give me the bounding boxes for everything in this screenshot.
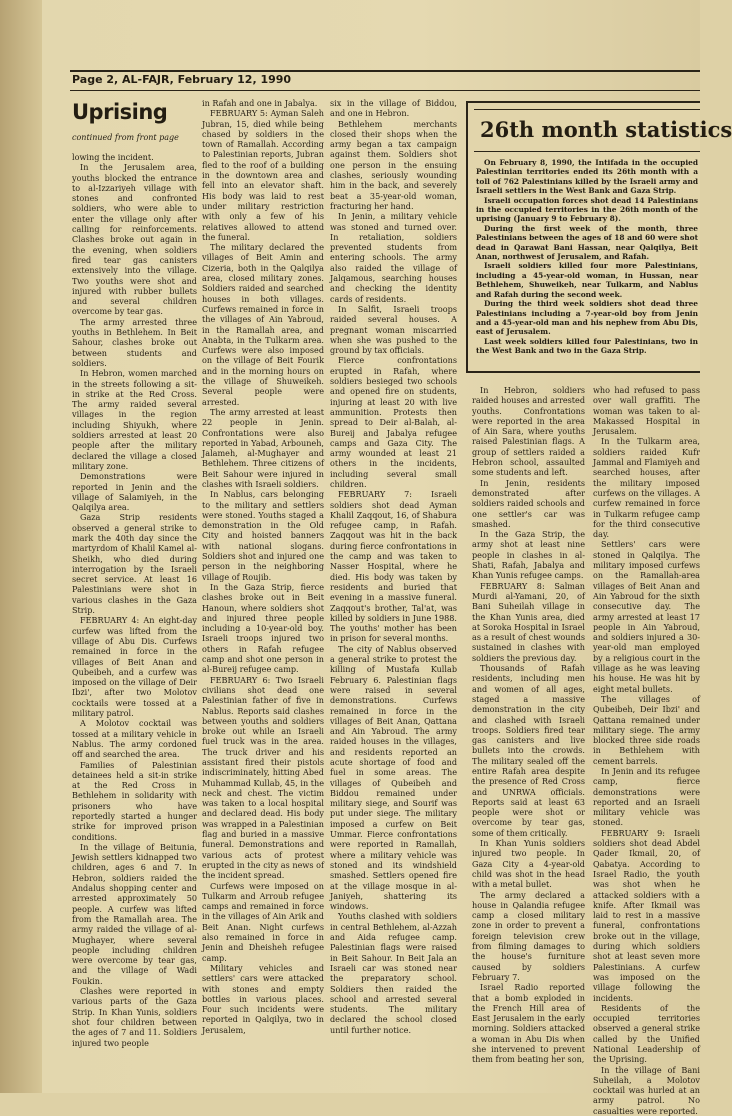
paragraph: in Rafah and one in Jabalya. bbox=[202, 98, 318, 108]
paragraph: In Jenin, a military vehicle was stoned and turned over. In retaliation, soldiers prevented students from entering schools. The army also raided the village of Jalqamous, searching houses and checking the identity cards of residents. bbox=[330, 211, 457, 304]
paragraph: The army arrested at least 22 people in Jenin. Confrontations were also reported in Yabad, Arbouneh, Jalameh, al-Mughayer and Bethlehem. Three citizens of Beit Sahour were injured in clashes with Israeli soldiers. bbox=[202, 406, 324, 489]
paragraph: Youths clashed with soldiers in central Bethlehem, al-Azzah and Aida refugee camp. Palestinian flags were raised in Beit Sahour. In Beit Jala an Israeli car was stoned near the preparatory school. Soldiers then raided the school and arrested several students. The military declared the school closed until further notice. bbox=[330, 911, 457, 1035]
statistics-body bbox=[476, 158, 698, 356]
paragraph: FEBRUARY 8: Salman Murdi al-Yamani, 20, of Bani Suheilah village in the Khan Yunis area, died at Soroka Hospital in Israel as a result of chest wounds sustained in clashes with soldiers the previous day. bbox=[472, 580, 586, 663]
paragraph: In Hebron, soldiers raided houses and arrested youths. Confrontations were reported in the area of Ain Sara, where youths raised Palestinian flags. A group of settlers raided a Hebron school, assaulted some students and left. bbox=[472, 385, 585, 478]
headline: Uprising bbox=[72, 100, 168, 124]
paragraph: The city of Nablus observed a general strike to protest the killing of Mustafa Kullab February 6. Palestinian flags were raised in several demonstrations. Curfews remained in force in the villages of Beit Anan, Qattana and Ain Yabroud. The army raided houses in the villages, and residents reported an acute shortage of food and fuel in some areas. The villages of Qubeibeh and Biddou remained under military siege, and Sourif was put under siege. The military imposed a curfew on Beit Ummar. Fierce confrontations were reported in Ramallah, where a military vehicle was stoned and its windshield smashed. Settlers opened fire at the village mosque in al-Janiyeh, shattering its windows. bbox=[330, 643, 457, 912]
paragraph: FEBRUARY 5: Ayman Saleh Jubran, 15, died while being chased by soldiers in the town of Ramallah. According to Palestinian reports, Jubran fled to the roof of a building in the downtown area and fell into an elevator shaft. His body was laid to rest under military restriction with only a few of his relatives allowed to attend the funeral. bbox=[202, 108, 324, 242]
statistics-paragraph: During the third week soldiers shot dead three Palestinians including a 7-year-old boy from Jenin and a 45-year-old man and his nephew from Abu Dis, east of Jerusalem. bbox=[476, 299, 698, 337]
paragraph: In Salfit, Israeli troops raided several houses. A pregnant woman miscarried when she was pushed to the ground by tax officials. bbox=[330, 303, 457, 356]
article-column-4 bbox=[472, 385, 585, 1082]
paragraph: who had refused to pass over wall graffiti. The woman was taken to al-Makassed Hospital in Jerusalem. bbox=[593, 385, 700, 437]
paragraph: In the Gaza Strip, the army shot at least nine people in clashes in al-Shati, Rafah, Jabalya and Khan Yunis refugee camps. bbox=[472, 529, 585, 581]
box-title-rule bbox=[474, 151, 700, 152]
statistics-paragraph: On February 8, 1990, the Intifada in the occupied Palestinian territories ended its 26th month with a toll of 762 Palestinians killed by the Israeli army and Israeli settlers in the West Bank and Gaza Strip. bbox=[476, 158, 698, 196]
paragraph: FEBRUARY 6: Two Israeli civilians shot dead one Palestinian father of five in Nablus. Reports said clashes between youths and soldiers broke out while an Israeli fuel truck was in the area. The truck driver and his assistant fired their pistols indiscriminately, hitting Abed Muhammad Kullab, 45, in the neck and chest. The victim was taken to a local hospital and declared dead. His body was wrapped in a Palestinian flag and buried in a massive funeral. Demonstrations and various acts of protest erupted in the city as news of the incident spread. bbox=[202, 674, 324, 881]
statistics-box bbox=[466, 101, 732, 373]
paragraph: In the village of Beitunia, Jewish settlers kidnapped two children, ages 6 and 7. In Hebron, soldiers raided the Andalus shopping center and arrested approximately 50 people. A curfew was lifted from the Ramallah area. The army raided the village of al-Mughayer, where several people including children were overcome by tear gas, and the village of Wadi Foukin. bbox=[72, 841, 197, 986]
paragraph: FEBRUARY 9: Israeli soldiers shot dead Abdel Qader Ikmail, 20, of Qabatya. According to Israel Radio, the youth was shot when he attacked soldiers with a knife. After Ikmail was laid to rest in a massive funeral, confrontations broke out in the village, during which soldiers shot at least seven more Palestinians. A curfew was imposed on the village following the incidents. bbox=[593, 827, 700, 1003]
paragraph: Families of Palestinian detainees held a sit-in strike at the Red Cross in Bethlehem in solidarity with prisoners who have reportedly started a hunger strike for improved prison conditions. bbox=[72, 759, 197, 842]
statistics-paragraph: During the first week of the month, three Palestinians between the ages of 18 and 60 were shot dead in Qarawat Bani Hassan, near Qalqilya, Beit Anan, northwest of Jerusalem, and Rafah. bbox=[476, 223, 698, 262]
paragraph: A Molotov cocktail was tossed at a military vehicle in Nablus. The army cordoned off and searched the area. bbox=[72, 718, 197, 760]
article-column-2 bbox=[202, 98, 324, 1082]
paragraph: In the Jerusalem area, youths blocked the entrance to al-Izzariyeh village with stones and confronted soldiers, who were able to enter the village only after calling for reinforcements. Clashes broke out again in the evening, when soldiers fired tear gas canisters extensively into the village. Two youths were shot and injured with rubber bullets and several children overcome by tear gas. bbox=[72, 162, 197, 317]
paragraph: Demonstrations were reported in Jenin and the village of Salamiyeh, in the Qalqilya area. bbox=[72, 471, 197, 513]
paragraph: In Nablus, cars belonging to the military and settlers were stoned. Youths staged a demonstration in the Old City and hoisted banners with national slogans. Soldiers shot and injured one person in the neighboring village of Roujib. bbox=[202, 489, 324, 582]
paragraph: Military vehicles and settlers' cars were attacked with stones and empty bottles in various places. Four such incidents were reported in Qalqilya, two in Jerusalem, bbox=[202, 962, 324, 1035]
paragraph: In Hebron, women marched in the streets following a sit-in strike at the Red Cross. The army raided several villages in the region including Shiyukh, where soldiers arrested at least 20 people after the military declared the village a closed military zone. bbox=[72, 368, 197, 471]
paragraph: Clashes were reported in various parts of the Gaza Strip. In Khan Yunis, soldiers shot four children between the ages of 7 and 11. Soldiers injured two people bbox=[72, 986, 197, 1048]
paragraph: lowing the incident. bbox=[72, 152, 154, 162]
article-column-3 bbox=[330, 98, 457, 1082]
statistics-paragraph: Israeli soldiers killed four more Palestinians, including a 45-year-old woman, in Hussan, near Bethlehem, Shuweikeh, near Tulkarm, and Nablus and Rafah during the second week. bbox=[476, 261, 698, 299]
paragraph: Thousands of Rafah residents, including men and women of all ages, staged a massive demonstration in the city and clashed with Israeli troops. Soldiers fired tear gas canisters and live bullets into the crowds. The military sealed off the entire Rafah area despite the presence of Red Cross and UNRWA officials. Reports said at least 63 people were shot or overcome by tear gas, some of them critically. bbox=[472, 663, 585, 838]
paragraph: In Jenin, residents demonstrated after soldiers raided schools and one settler's car was smashed. bbox=[472, 477, 585, 529]
article-column-5 bbox=[593, 385, 700, 1116]
statistics-paragraph: Israeli occupation forces shot dead 14 Palestinians in the occupied territories in the 26th month of the uprising (January 9 to February 8). bbox=[476, 195, 698, 224]
paragraph: The army arrested three youths in Bethlehem. In Beit Sahour, clashes broke out between students and soldiers. bbox=[72, 316, 197, 368]
paragraph: Settlers' cars were stoned in Qalqilya. The military imposed curfews on the Ramallah-area villages of Beit Anan and Ain Yabroud for the sixth consecutive day. The army arrested at least 17 people in Ain Yabroud, and soldiers injured a 30-year-old man employed by a religious court in the village as he was leaving his house. He was hit by eight metal bullets. bbox=[593, 539, 700, 694]
paragraph: Gaza Strip residents observed a general strike to mark the 40th day since the martyrdom of Khalil Kamel al-Sheikh, who died during interrogation by the Israeli secret service. At least 16 Palestinians were shot in various clashes in the Gaza Strip. bbox=[72, 512, 197, 616]
paragraph: The army declared a house in Qalandia refugee camp a closed military zone in order to prevent a foreign television crew from filming damages to the house's furniture caused by soldiers February 7. bbox=[472, 889, 585, 982]
paragraph: Residents of the occupied territories observed a general strike called by the Unified National Leadership of the Uprising. bbox=[593, 1002, 700, 1065]
paragraph: In the Gaza Strip, fierce clashes broke out in Beit Hanoun, where soldiers shot and injured three people including a 10-year-old boy. Israeli troops injured two others in Rafah refugee camp and shot one person in al-Bureij refugee camp. bbox=[202, 581, 324, 675]
paragraph: In Khan Yunis soldiers injured two people. In Gaza City a 4-year-old child was shot in the head with a metal bullet. bbox=[472, 838, 585, 890]
paragraph: FEBRUARY 7: Israeli soldiers shot dead Ayman Khalil Zaqqout, 16, of Shabura refugee camp, in Rafah. Zaqqout was hit in the back during fierce confrontations in the camp and was taken to Nasser Hospital, where he died. His body was taken by residents and buried that evening in a massive funeral. Zaqqout's brother, Tal'at, was killed by soldiers in June 1988. The youths' mother has been in prison for several months. bbox=[330, 489, 457, 644]
paragraph: Bethlehem merchants closed their shops when the army began a tax campaign against them. Soldiers shot one person in the ensuing clashes, seriously wounding him in the back, and severely beat a 35-year-old woman, fracturing her hand. bbox=[330, 118, 457, 211]
paragraph: six in the village of Biddou, and one in Hebron. bbox=[330, 98, 457, 119]
continued-note: continued from front page bbox=[72, 133, 179, 142]
paragraph: In Jenin and its refugee camp, fierce demonstrations were reported and an Israeli military vehicle was stoned. bbox=[593, 765, 700, 828]
paragraph: Curfews were imposed on Tulkarm and Arroub refugee camps and remained in force in the villages of Ain Arik and Beit Anan. Night curfews also remained in force in Jenin and Dheisheh refugee camp. bbox=[202, 880, 324, 963]
paragraph: The military declared the villages of Beit Amin and Cizeria, both in the Qalqilya area, closed military zones. Soldiers raided and searched houses in both villages. Curfews remained in force in the villages of Ain Yabroud, in the Ramallah area, and Anabta, in the Tulkarm area. Curfews were also imposed on the village of Beit Fourik and in the morning hours on the village of Shuweikeh. Several people were arrested. bbox=[202, 242, 324, 407]
paragraph: In the village of Bani Suheilah, a Molotov cocktail was hurled at an army patrol. No casualties were reported. bbox=[593, 1064, 700, 1116]
statistics-title: 26th month statistics bbox=[480, 117, 732, 142]
paragraph: Israel Radio reported that a bomb exploded in the French Hill area of East Jerusalem in the early morning. Soldiers attacked a woman in Abu Dis when she intervened to prevent them from beating her son, bbox=[472, 982, 585, 1065]
page-header bbox=[70, 70, 700, 91]
page-header-text: Page 2, AL-FAJR, February 12, 1990 bbox=[72, 73, 292, 86]
paragraph: Fierce confrontations erupted in Rafah, where soldiers besieged two schools and opened fire on students, injuring at least 20 with live ammunition. Protests then spread to Deir al-Balah, al-Bureij and Jabalya refugee camps and Gaza City. The army wounded at least 21 others in the incidents, including several small children. bbox=[330, 355, 457, 489]
box-top-rule bbox=[474, 109, 700, 110]
binding-gutter bbox=[0, 0, 42, 1093]
paragraph: The villages of Qubeibeh, Deir Ibzi' and Qattana remained under military siege. The army blocked three side roads in Bethlehem with cement barrels. bbox=[593, 693, 700, 766]
article-column-1 bbox=[72, 152, 197, 1082]
paragraph: In the Tulkarm area, soldiers raided Kufr Jammal and Flamiyeh and searched houses, after the military imposed curfews on the villages. A curfew remained in force in Tulkarm refugee camp for the third consecutive day. bbox=[593, 436, 700, 540]
paragraph: FEBRUARY 4: An eight-day curfew was lifted from the village of Abu Dis. Curfews remained in force in the villages of Beit Anan and Qubeibeh, and a curfew was imposed on the village of Deir Ibzi', after two Molotov cocktails were tossed at a military patrol. bbox=[72, 615, 197, 719]
statistics-paragraph: Last week soldiers killed four Palestinians, two in the West Bank and two in the Gaza Strip. bbox=[476, 336, 698, 356]
